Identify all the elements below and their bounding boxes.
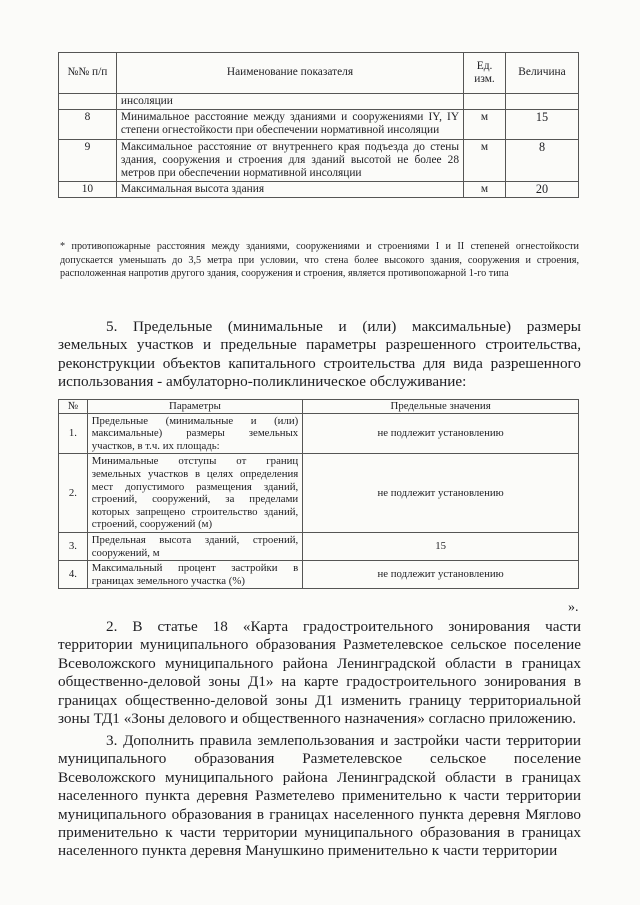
parameters-table: [58, 399, 579, 589]
row-number: 4.: [59, 561, 88, 589]
table-header-row: [59, 400, 579, 414]
row-unit: м: [464, 139, 506, 182]
col-header-unit: Ед. изм.: [464, 53, 506, 94]
table-row: [59, 561, 579, 589]
col-header-number: №: [59, 400, 88, 414]
row-limit-value: не подлежит установлению: [303, 454, 579, 533]
paragraph-3: 3. Дополнить правила землепользования и застройки части территории муниципального образования Разметелевское сельское поселение Всеволожского муниципального района Ленинградской области в границах населенного пункта деревня Разметелево применительно к части территории муниципального образования в границах населенного пункта деревня Мяглово применительно к части территории муниципального образования в границах населенного пункта деревня Манушкино применительно к части территории: [58, 732, 581, 860]
table-row: [59, 139, 579, 182]
row-number: 2.: [59, 454, 88, 533]
row-number: 1.: [59, 413, 88, 454]
table-header-row: [59, 53, 579, 94]
closing-quote-mark: ».: [568, 600, 579, 615]
col-header-limits: Предельные значения: [303, 400, 579, 414]
table-row: [59, 532, 579, 560]
row-parameter: Предельная высота зданий, строений, сооружений, м: [87, 532, 302, 560]
row-indicator: Минимальное расстояние между зданиями и сооружениями IY, IY степени огнестойкости при обеспечении нормативной инсоляции: [116, 110, 463, 139]
row-number: 10: [59, 182, 117, 198]
row-number: 9: [59, 139, 117, 182]
col-header-indicator: Наименование показателя: [116, 53, 463, 94]
col-header-number: №№ п/п: [59, 53, 117, 94]
row-parameter: Минимальные отступы от границ земельных участков в целях определения мест допустимого размещения зданий, строений, сооружений, за пределами которых запрещено строительство зданий, строений, сооружений (м): [87, 454, 302, 533]
table-row-continued: [59, 94, 579, 110]
table-row: [59, 182, 579, 198]
table-row: [59, 413, 579, 454]
row-parameter: Предельные (минимальные и (или) максимальные) размеры земельных участков, в т.ч. их площадь:: [87, 413, 302, 454]
table-row: [59, 110, 579, 139]
row-limit-value: 15: [303, 532, 579, 560]
continued-cell: инсоляции: [116, 94, 463, 110]
row-value: 15: [506, 110, 579, 139]
row-limit-value: не подлежит установлению: [303, 413, 579, 454]
footnote: * противопожарные расстояния между зданиями, сооружениями и строениями I и II степеней огнестойкости допускается уменьшать до 3,5 метра при условии, что стена более высокого здания, сооружения и строения, расположенная напротив другого здания, сооружения и строения, является противопожарной 1-го типа: [60, 241, 579, 280]
col-header-value: Величина: [506, 53, 579, 94]
col-header-parameters: Параметры: [87, 400, 302, 414]
row-indicator: Максимальная высота здания: [116, 182, 463, 198]
indicators-table: [58, 52, 579, 198]
row-number: 8: [59, 110, 117, 139]
row-number: 3.: [59, 532, 88, 560]
row-value: 20: [506, 182, 579, 198]
row-unit: м: [464, 182, 506, 198]
row-unit: м: [464, 110, 506, 139]
paragraph-2: 2. В статье 18 «Карта градостроительного зонирования части территории муниципального образования Разметелевское сельское поселение Всеволожского муниципального района Ленинградской области в границах общественно-деловой зоны Д1» на карте градостроительного зонирования в границах общественно-деловой зоны Д1 изменить границу территориальной зоны ТД1 «Зоны делового и общественного назначения» согласно приложению.: [58, 618, 581, 728]
row-value: 8: [506, 139, 579, 182]
row-indicator: Максимальное расстояние от внутреннего края подъезда до стены здания, сооружения и строения для зданий высотой не более 28 метров при обеспечении нормативной инсоляции: [116, 139, 463, 182]
table-row: [59, 454, 579, 533]
section-5-heading: 5. Предельные (минимальные и (или) максимальные) размеры земельных участков и предельные параметры разрешенного строительства, реконструкции объектов капитального строительства для вида разрешенного использования - амбулаторно-поликлиническое обслуживание:: [58, 318, 581, 391]
row-limit-value: не подлежит установлению: [303, 561, 579, 589]
row-parameter: Максимальный процент застройки в границах земельного участка (%): [87, 561, 302, 589]
